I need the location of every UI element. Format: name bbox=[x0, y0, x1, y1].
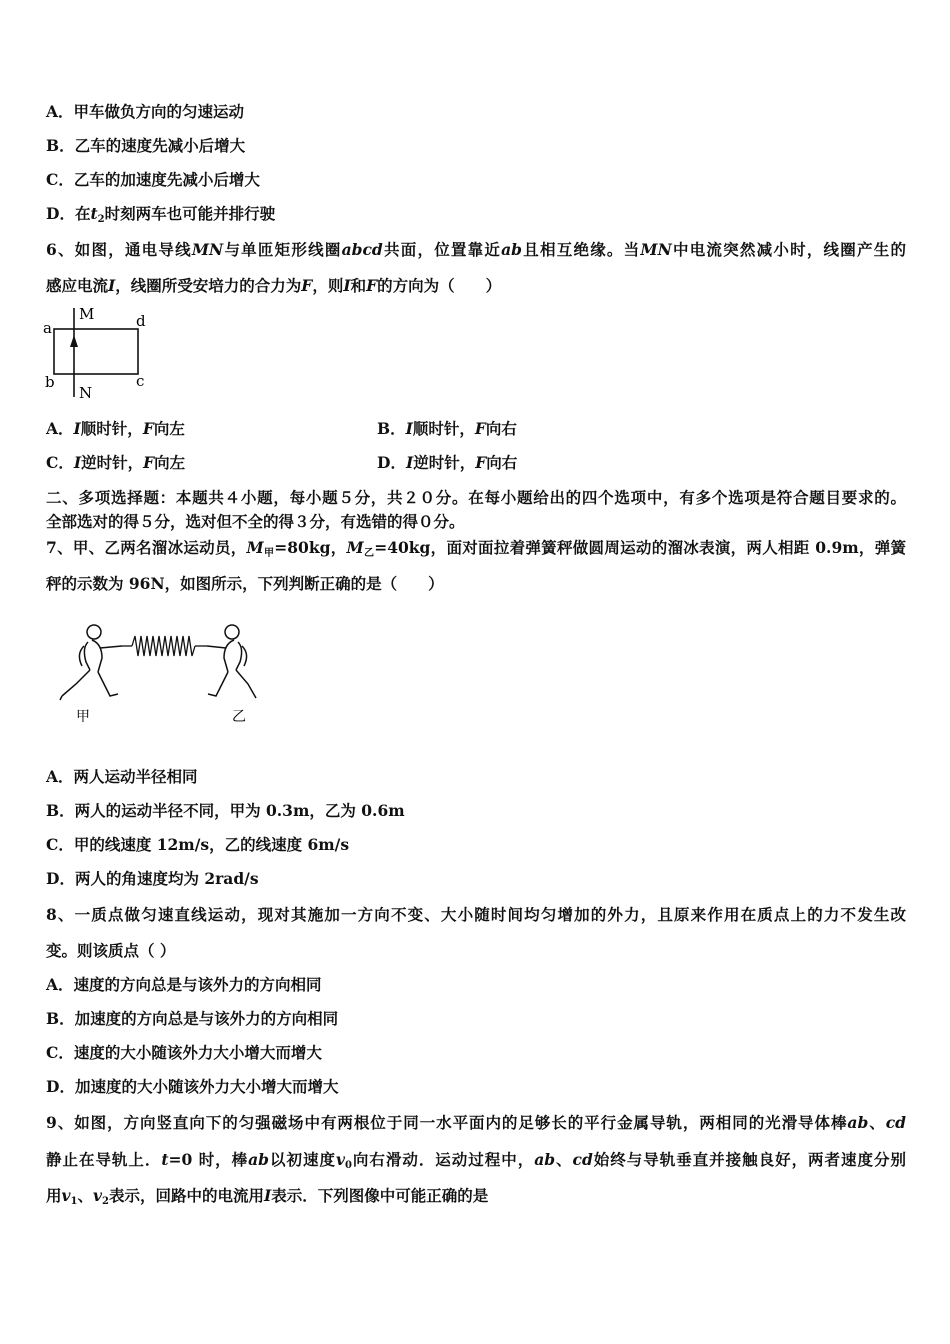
label-c: c bbox=[136, 372, 145, 390]
q8-stem-line1: 8、一质点做匀速直线运动，现对其施加一方向不变、大小随时间均匀增加的外力，且原来作用在质点上的力不发生改 bbox=[46, 905, 906, 924]
label-a: a bbox=[43, 319, 52, 337]
q8-option-d: D．加速度的大小随该外力大小增大而增大 bbox=[46, 1077, 339, 1096]
spring-scale-icon bbox=[122, 636, 207, 656]
label-d: d bbox=[136, 312, 146, 330]
q8-option-c: C．速度的大小随该外力大小增大而增大 bbox=[46, 1043, 322, 1062]
label-n: N bbox=[79, 384, 93, 402]
label-yi: 乙 bbox=[232, 709, 246, 725]
q5-option-b: B．乙车的速度先减小后增大 bbox=[46, 136, 246, 155]
coil-rectangle bbox=[54, 329, 138, 374]
current-arrow-icon bbox=[70, 335, 78, 347]
q7-stem-line1: 7、甲、乙两名溜冰运动员，$M_甲=80kg$，$M_乙=40kg$，面对面拉着弹簧秤做圆周运动的溜冰表演，两人相距 0.9m，弹簧 bbox=[46, 538, 906, 559]
q5-option-d: D．在$t_2$时刻两车也可能并排行驶 bbox=[46, 204, 276, 225]
q6-circuit-figure bbox=[40, 302, 160, 402]
label-jia: 甲 bbox=[76, 709, 90, 725]
q7-skaters-figure bbox=[52, 618, 272, 728]
q9-stem-line1: 9、如图，方向竖直向下的匀强磁场中有两根位于同一水平面内的足够长的平行金属导轨，两相同的光滑导体棒ab、cd bbox=[46, 1113, 906, 1132]
q8-option-a: A．速度的方向总是与该外力的方向相同 bbox=[46, 975, 322, 994]
q9-stem-line3: 用$v_1$、$v_2$表示，回路中的电流用I表示．下列图像中可能正确的是 bbox=[46, 1186, 489, 1207]
skater-right-icon bbox=[207, 625, 256, 698]
q6-option-b: B．I顺时针，F向右 bbox=[377, 419, 517, 438]
q9-stem-line2: 静止在导轨上．t=0 时，棒ab以初速度$v_0$向右滑动．运动过程中，ab、cd始终与导轨垂直并接触良好，两者速度分别 bbox=[46, 1150, 906, 1171]
skater-left-icon bbox=[60, 625, 122, 700]
label-b: b bbox=[45, 373, 55, 391]
q7-option-c: C．甲的线速度 12m/s，乙的线速度 6m/s bbox=[46, 835, 350, 854]
label-m: M bbox=[79, 305, 95, 323]
q6-option-c: C．I逆时针，F向左 bbox=[46, 453, 186, 472]
q6-stem-line1: 6、如图，通电导线MN与单匝矩形线圈abcd共面，位置靠近ab且相互绝缘。当MN中电流突然减小时，线圈产生的 bbox=[46, 240, 906, 259]
q7-option-b: B．两人的运动半径不同，甲为 0.3m，乙为 0.6m bbox=[46, 801, 405, 820]
q7-option-a: A．两人运动半径相同 bbox=[46, 767, 198, 786]
q6-stem-line2: 感应电流I，线圈所受安培力的合力为F，则I和F的方向为（ ） bbox=[46, 276, 502, 295]
q6-option-a: A．I顺时针，F向左 bbox=[46, 419, 185, 438]
q7-option-d: D．两人的角速度均为 2rad/s bbox=[46, 869, 259, 888]
q8-option-b: B．加速度的方向总是与该外力的方向相同 bbox=[46, 1009, 339, 1028]
section2-heading-line2: 全部选对的得５分，选对但不全的得３分，有选错的得０分。 bbox=[46, 512, 465, 531]
q5-option-a: A．甲车做负方向的匀速运动 bbox=[46, 102, 245, 121]
section2-heading-line1: 二、多项选择题：本题共４小题，每小题５分，共２０分。在每小题给出的四个选项中，有多个选项是符合题目要求的。 bbox=[46, 488, 906, 507]
q6-option-d: D．I逆时针，F向右 bbox=[377, 453, 518, 472]
q7-stem-line2: 秤的示数为 96N，如图所示，下列判断正确的是（ ） bbox=[46, 574, 444, 593]
q5-option-c: C．乙车的加速度先减小后增大 bbox=[46, 170, 260, 189]
q8-stem-line2: 变。则该质点（ ） bbox=[46, 941, 176, 960]
